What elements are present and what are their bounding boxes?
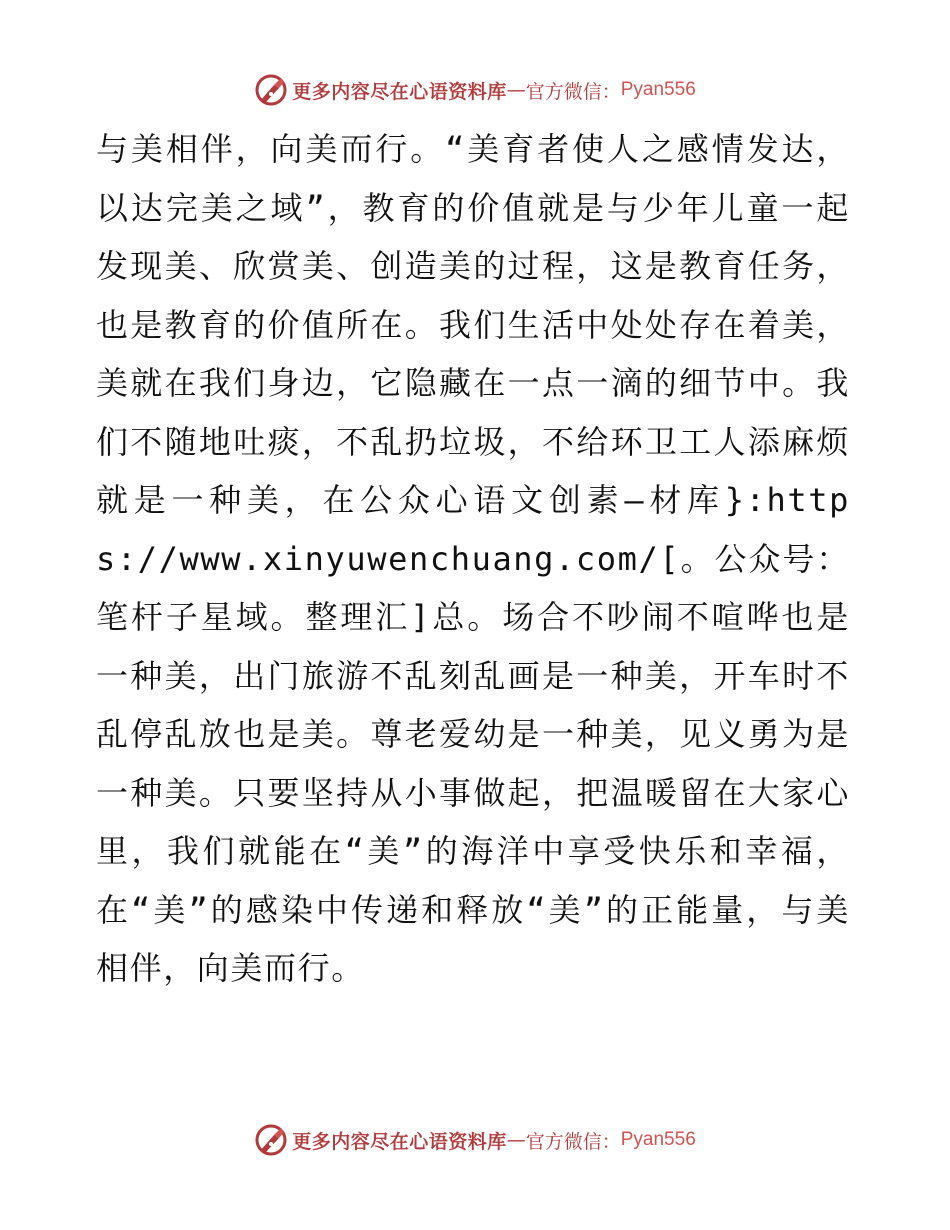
banner-main-text: 更多内容尽在心语资料库 [292,80,507,103]
pen-nib-logo-icon [254,73,288,107]
banner-dash: — [506,79,526,101]
banner-wechat-id: Pyan556 [620,1129,696,1150]
banner-wechat-label: 官方微信： [525,80,621,103]
article-body: 与美相伴，向美而行。“美育者使人之感情发达，以达完美之域”，教育的价值就是与少年儿童一起发现美、欣赏美、创造美的过程，这是教育任务，也是教育的价值所在。我们生活中处处存在着美，美就在我们身边，它隐藏在一点一滴的细节中。我们不随地吐痰，不乱扔垃圾，不给环卫工人添麻烦就是一种美，在公众心语文创素—材库}:https://www.xinyuwenchuang.com/[。公众号：笔杆子星域。整理汇]总。场合不吵闹不喧哗也是一种美，出门旅游不乱刻乱画是一种美，开车时不乱停乱放也是美。尊老爱幼是一种美，见义勇为是一种美。只要坚持从小事做起，把温暖留在大家心里，我们就能在“美”的海洋中享受快乐和幸福，在“美”的感染中传递和释放“美”的正能量，与美相伴，向美而行。 [96,130,850,987]
header-banner [0,70,950,110]
footer-banner [0,1120,950,1160]
banner-wechat-label: 官方微信： [525,1130,621,1153]
banner-wechat-id: Pyan556 [620,79,696,100]
banner-main-text: 更多内容尽在心语资料库 [292,1130,507,1153]
banner-dash: — [506,1129,526,1151]
pen-nib-logo-icon [254,1123,288,1157]
